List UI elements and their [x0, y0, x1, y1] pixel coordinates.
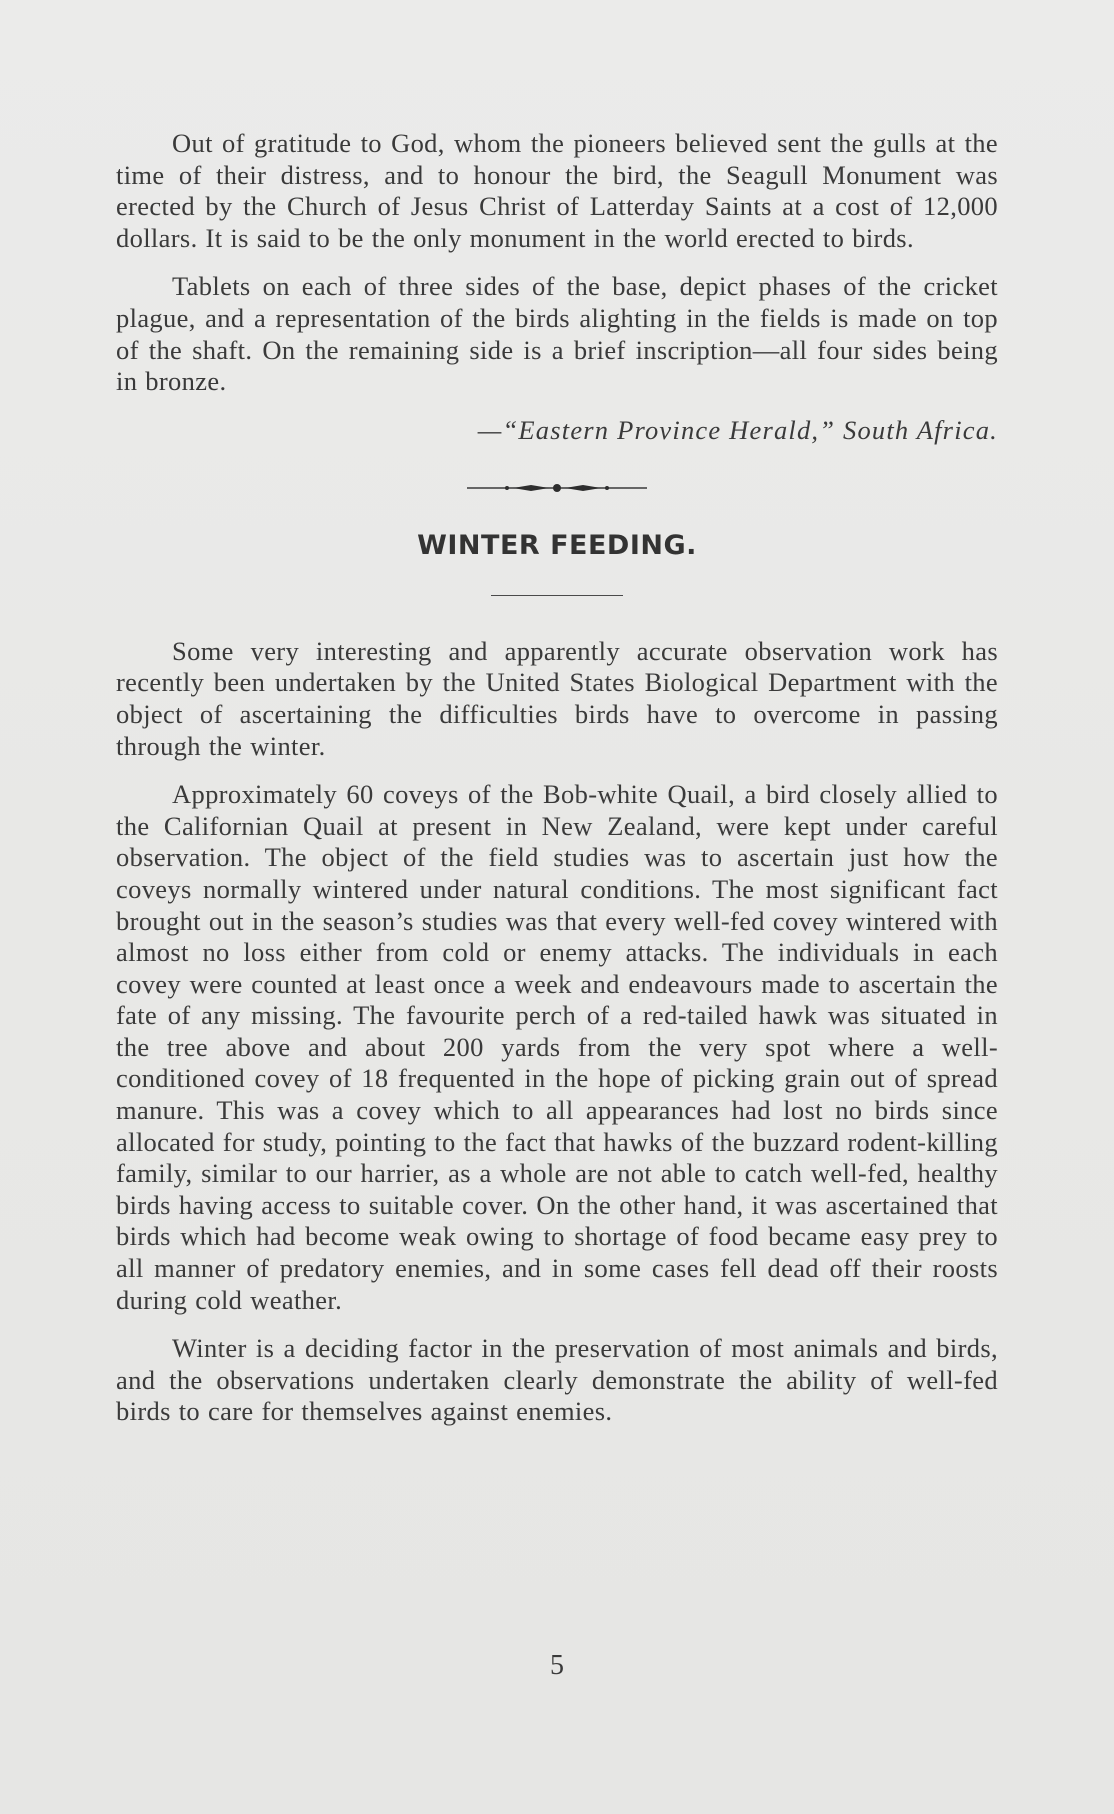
section-paragraph-1: Some very interesting and apparently accurate observation work has recently been undertaken by the United States Biological Department with the object of ascertaining the difficulties birds have to overcome in passing through the winter. [116, 635, 998, 761]
decorative-divider-ornament [467, 478, 647, 498]
ornament-icon [467, 478, 647, 498]
text-column [116, 128, 998, 1445]
section-paragraph-3: Winter is a deciding factor in the preservation of most animals and birds, and the observations undertaken clearly demonstrate the ability of well-fed birds to care for themselves against enemies. [116, 1333, 998, 1427]
intro-paragraph-1: Out of gratitude to God, whom the pioneers believed sent the gulls at the time of their distress, and to honour the bird, the Seagull Monument was erected by the Church of Jesus Christ of Latterday Saints at a cost of 12,000 dollars. It is said to be the only monument in the world erected to birds. [116, 128, 998, 253]
intro-paragraph-2: Tablets on each of three sides of the base, depict phases of the cricket plague, and a representation of the birds alighting in the fields is made on top of the shaft. On the remaining side is a brief inscription—all four sides being in bronze. [116, 271, 998, 397]
section-heading: WINTER FEEDING. [417, 529, 697, 561]
page-number: 5 [550, 1650, 564, 1681]
heading-underline-rule [491, 595, 623, 596]
source-attribution: —“Eastern Province Herald,” South Africa. [477, 414, 998, 445]
section-paragraph-2: Approximately 60 coveys of the Bob-white Quail, a bird closely allied to the Californian Quail at present in New Zealand, were kept under careful observation. The object of the field studies was to ascertain just how the coveys normally wintered under natural conditions. The most significant fact brought out in the season’s studies was that every well-fed covey wintered with almost no loss either from cold or enemy attacks. The individuals in each covey were counted at least once a week and endeavours made to ascertain the fate of any missing. The favourite perch of a red-tailed hawk was situated in the tree above and about 200 yards from the very spot where a well-conditioned covey of 18 frequented in the hope of picking grain out of spread manure. This was a covey which to all appearances had lost no birds since allocated for study, pointing to the fact that hawks of the buzzard rodent-killing family, similar to our harrier, as a whole are not able to catch well-fed, healthy birds having access to suitable cover. On the other hand, it was ascertained that birds which had become weak owing to shortage of food became easy prey to all manner of predatory enemies, and in some cases fell dead off their roosts during cold weather. [116, 779, 998, 1315]
